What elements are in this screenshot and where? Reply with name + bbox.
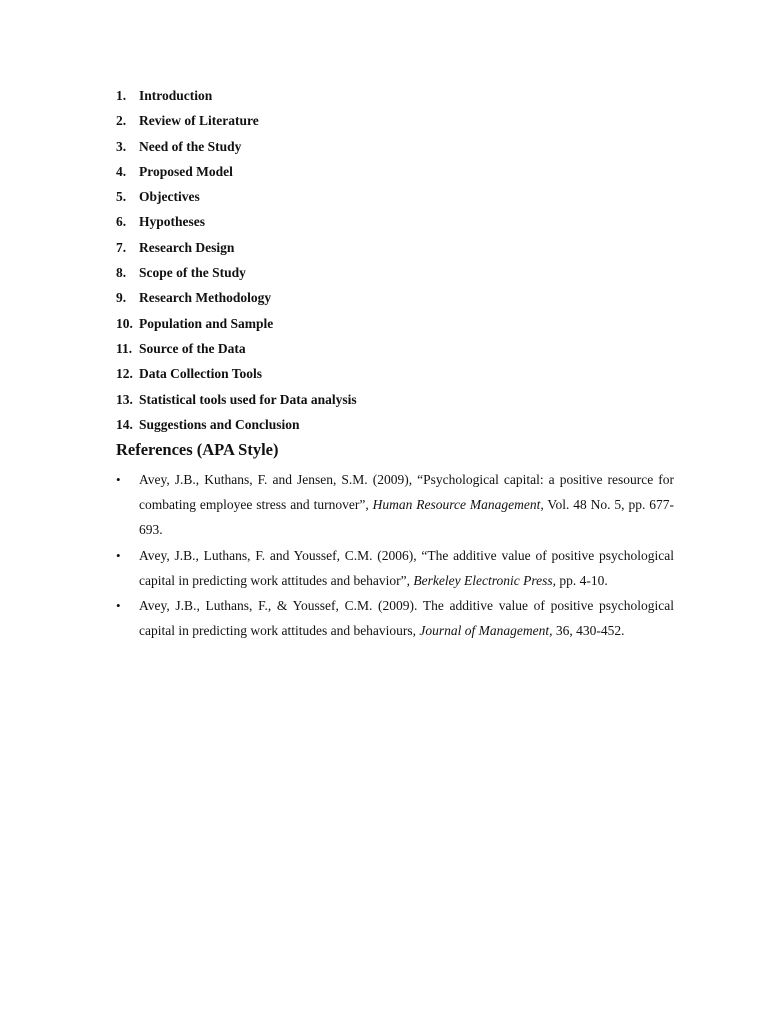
toc-number: 8. [116,265,127,281]
toc-item [116,389,357,414]
toc-label: Data Collection Tools [139,366,263,382]
reference-item [116,593,674,643]
toc-item [116,85,357,110]
reference-body: Avey, J.B., Luthans, F., & Youssef, C.M. (2009). The additive value of positive psychological capital in predicting work attitudes and behaviours, [139,598,674,639]
toc-item [116,110,357,135]
reference-item [116,467,674,543]
reference-body: Avey, J.B., Kuthans, F. and Jensen, S.M. (2009), “Psychological capital: a positive resource for combating employee stress and turnover”, [139,472,674,513]
toc-label: Suggestions and Conclusion [139,416,300,432]
toc-number: 10. [116,315,133,331]
toc-item [116,287,357,312]
toc-item [116,414,357,439]
toc-label: Need of the Study [139,138,242,154]
toc-label: Scope of the Study [139,265,246,281]
toc-number: 13. [116,391,133,407]
references-heading: References (APA Style) [116,440,279,459]
bullet-icon: • [116,598,121,614]
table-of-contents [116,85,357,439]
reference-details: Vol. 48 No. 5, pp. 677-693. [139,497,674,538]
toc-number: 1. [116,88,127,103]
toc-label: Hypotheses [139,214,206,230]
toc-label: Statistical tools used for Data analysis [139,391,357,407]
toc-item [116,186,357,211]
toc-item [116,313,357,338]
reference-source: Journal of Management, [419,623,553,639]
bullet-icon: • [116,547,121,563]
toc-label: Population and Sample [139,315,274,331]
toc-item [116,237,357,262]
toc-label: Introduction [139,88,213,103]
toc-number: 14. [116,416,133,432]
reference-details: pp. 4-10. [555,572,608,588]
toc-item [116,161,357,186]
toc-number: 2. [116,113,127,129]
reference-source: Berkeley Electronic Press, [413,572,556,588]
reference-text [139,598,674,638]
toc-item [116,136,357,161]
toc-number: 12. [116,366,133,382]
toc-number: 11. [116,340,133,356]
toc-label: Review of Literature [139,113,259,129]
reference-source: Human Resource Management, [372,497,544,513]
toc-item [116,363,357,388]
reference-body: Avey, J.B., Luthans, F. and Youssef, C.M. (2006), “The additive value of positive psychological capital in predicting work attitudes and behavior”, [139,547,674,588]
reference-text [139,472,674,537]
toc-item [116,338,357,363]
bullet-icon: • [116,472,121,487]
toc-label: Objectives [139,189,200,205]
toc-label: Proposed Model [139,163,233,179]
reference-item [116,543,674,593]
toc-number: 9. [116,290,127,306]
toc-item [116,262,357,287]
toc-number: 3. [116,138,127,154]
toc-number: 6. [116,214,127,230]
reference-details: 36, 430-452. [552,623,625,639]
toc-number: 7. [116,239,127,255]
toc-label: Research Design [139,239,235,255]
toc-label: Source of the Data [139,340,246,356]
toc-label: Research Methodology [139,290,272,306]
references-list [116,467,674,643]
toc-number: 5. [116,189,127,205]
reference-text [139,548,674,588]
toc-number: 4. [116,163,127,179]
toc-item [116,211,357,236]
